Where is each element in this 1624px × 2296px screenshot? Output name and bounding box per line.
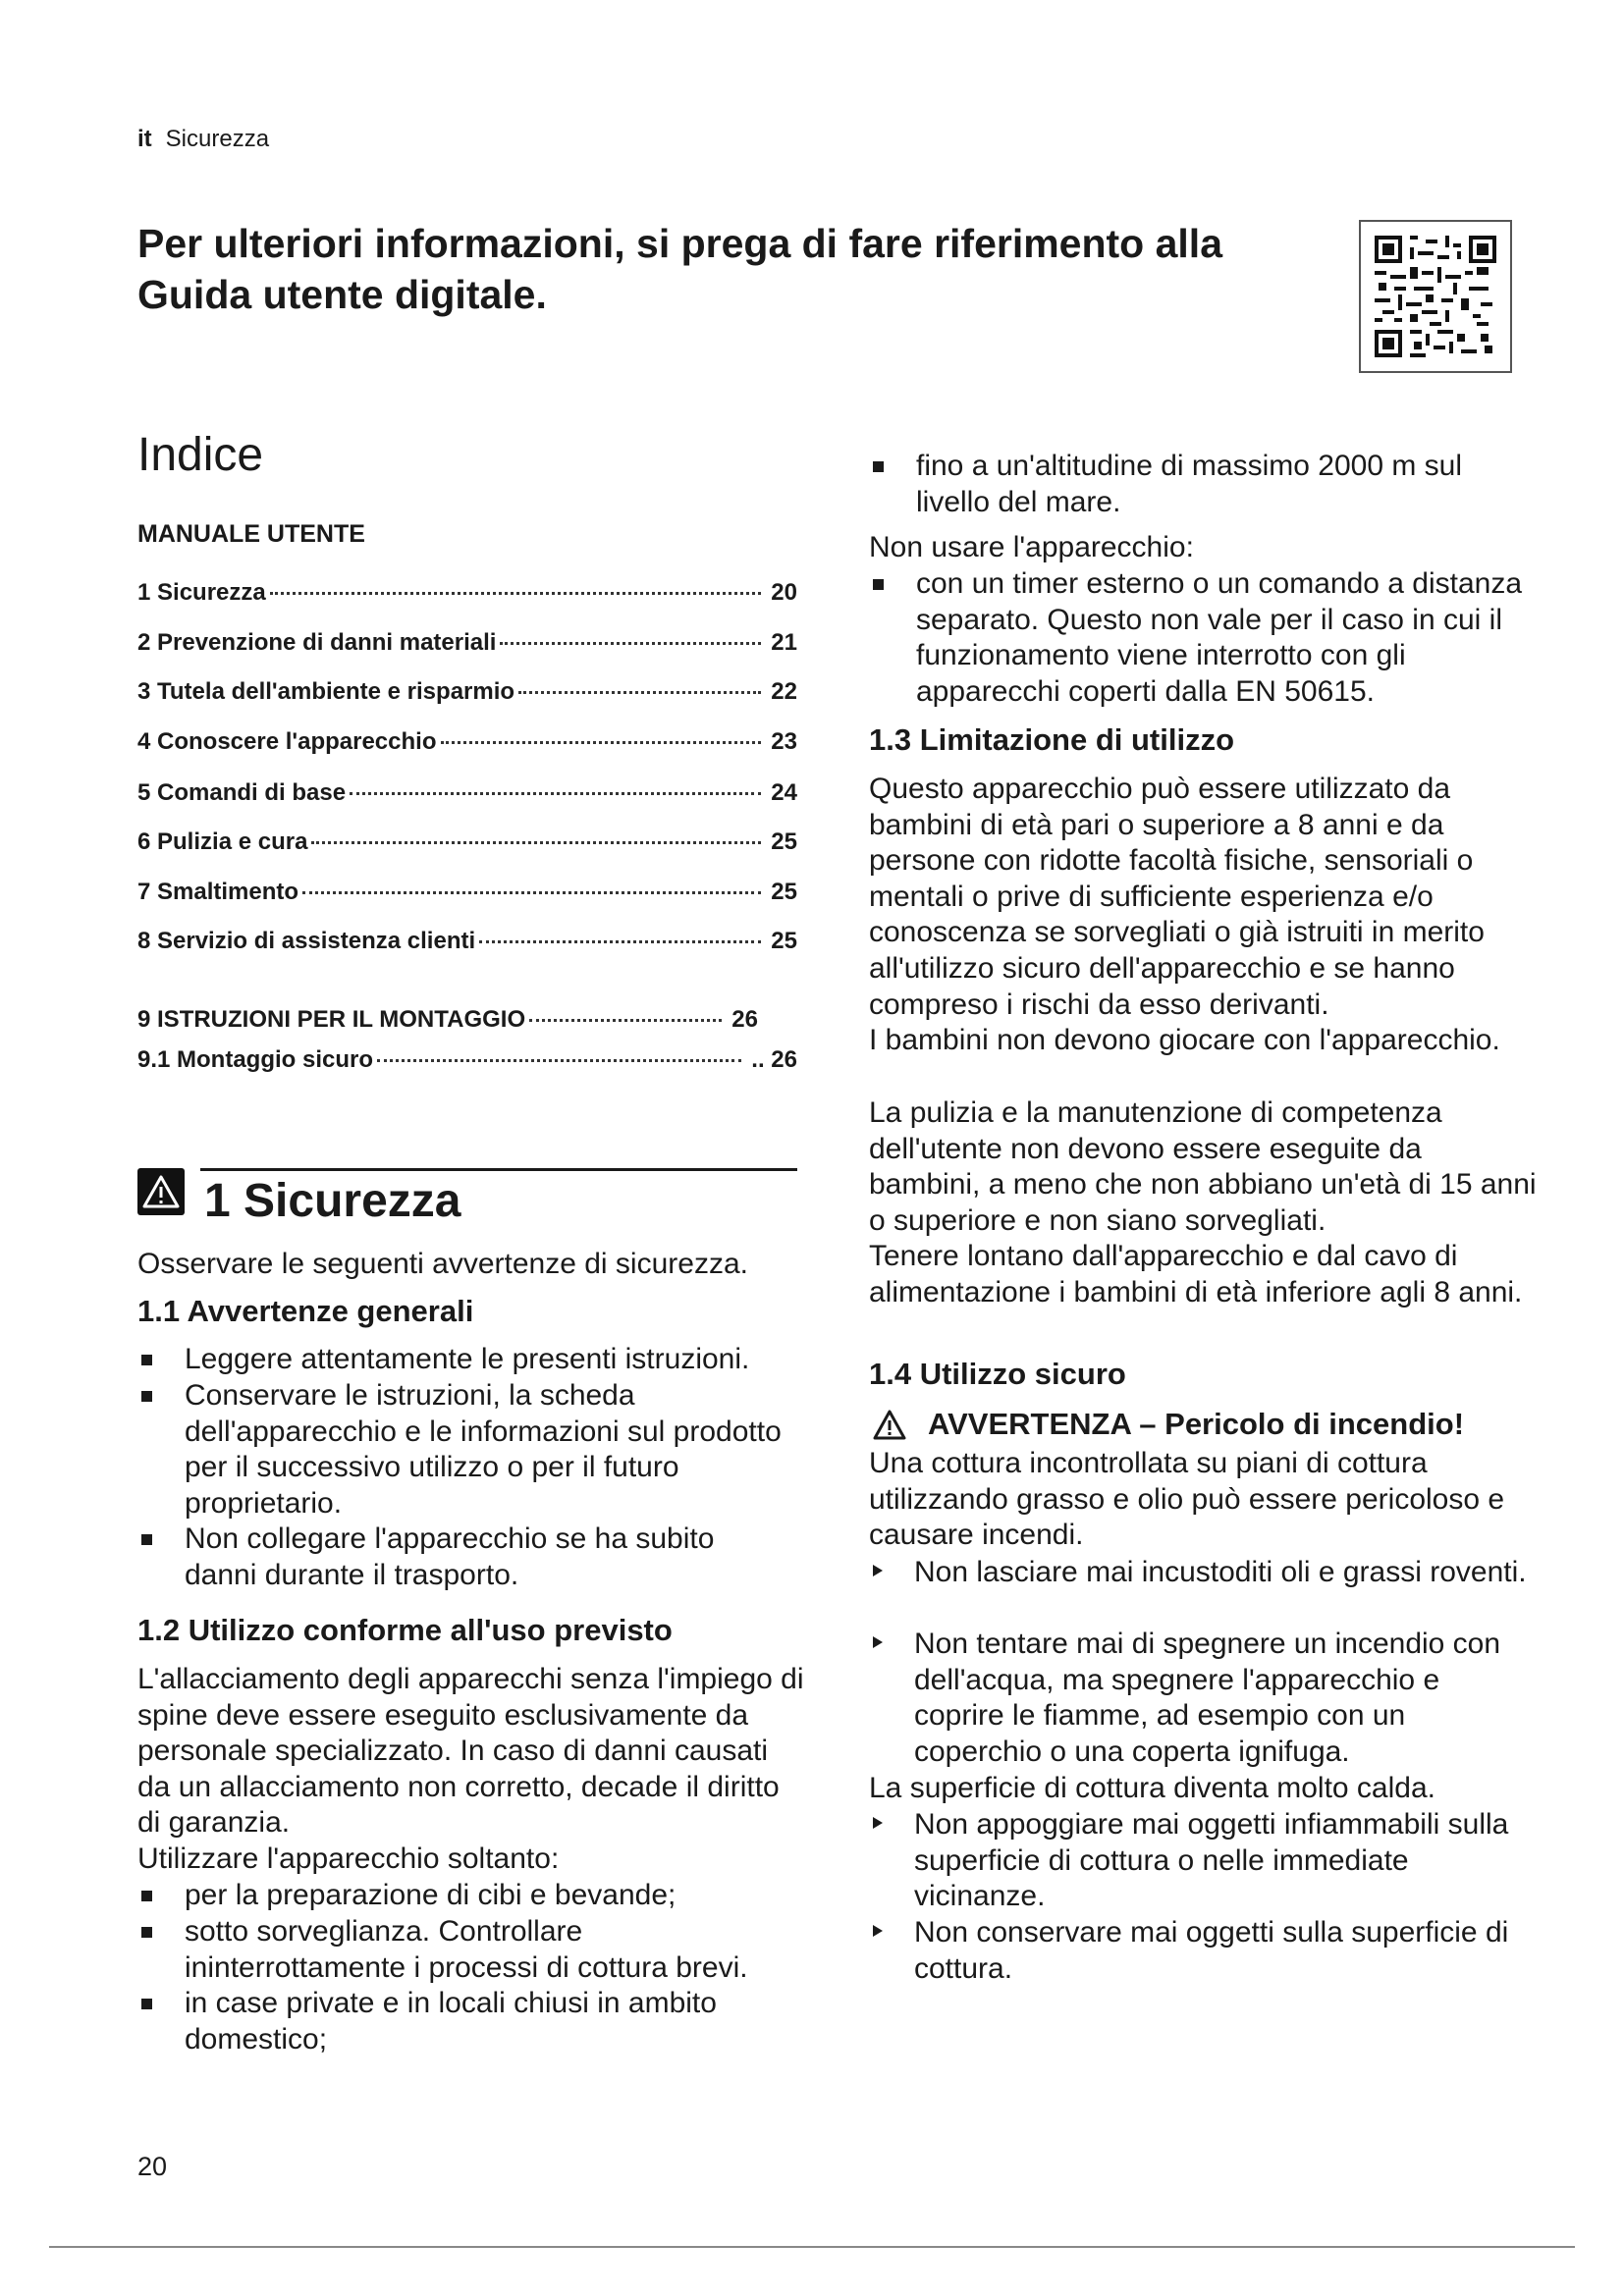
intro-text: Osservare le seguenti avvertenze di sicurezza. (137, 1248, 748, 1280)
warning-box-icon (137, 1168, 185, 1215)
toc-entry[interactable] (137, 879, 797, 906)
paragraph: Utilizzare l'apparecchio soltanto: (137, 1842, 560, 1875)
list-item: Conservare le istruzioni, la scheda dell'apparecchio e le informazioni sul prodotto per il successivo utilizzo o per il futuro proprietario. (137, 1378, 805, 1522)
list-item: Non collegare l'apparecchio se ha subito danni durante il trasporto. (137, 1522, 785, 1593)
list-item: per la preparazione di cibi e bevande; (137, 1878, 805, 1914)
toc-entry[interactable] (137, 678, 797, 706)
page-title: Per ulteriori informazioni, si prega di fare riferimento alla Guida utente digitale. (137, 221, 1222, 317)
toc-page: 24 (771, 779, 797, 806)
section-heading: 1 Sicurezza (204, 1175, 461, 1227)
step-item: Non appoggiare mai oggetti infiammabili sulla superficie di cottura o nelle immediate vicinanze. (869, 1807, 1537, 1915)
toc-label: 8 Servizio di assistenza clienti (137, 928, 476, 954)
list-item: con un timer esterno o un comando a distanza separato. Questo non vale per il caso in cui il funzionamento viene interrotto con gli apparecchi coperti dalla EN 50615. (869, 566, 1537, 710)
paragraph: Tenere lontano dall'apparecchio e dal cavo di alimentazione i bambini di età inferiore agli 8 anni. (869, 1240, 1523, 1308)
toc-entry[interactable] (137, 928, 797, 955)
language-code: it (137, 126, 152, 152)
toc-page: 25 (771, 928, 797, 954)
toc-page: 20 (771, 579, 797, 606)
section-rule (200, 1168, 797, 1171)
paragraph: L'allacciamento degli apparecchi senza l'impiego di spine deve essere eseguito esclusivamente da personale specializzato. In caso di danni causati da un allacciamento non corretto, decade il diritto di garanzia. (137, 1663, 804, 1840)
toc-label: 3 Tutela dell'ambiente e risparmio (137, 678, 515, 705)
subsection-heading: 1.4 Utilizzo sicuro (869, 1357, 1126, 1391)
toc-label: 6 Pulizia e cura (137, 828, 308, 855)
toc-page: 23 (771, 728, 797, 755)
list-item: Leggere attentamente le presenti istruzioni. (137, 1342, 805, 1378)
warning-triangle-icon (872, 1409, 907, 1442)
index-heading: Indice (137, 429, 264, 481)
subsection-heading: 1.2 Utilizzo conforme all'uso previsto (137, 1613, 673, 1647)
warning-title: AVVERTENZA – Pericolo di incendio! (928, 1407, 1465, 1441)
subsection-heading: 1.1 Avvertenze generali (137, 1294, 474, 1328)
paragraph: Non usare l'apparecchio: (869, 531, 1194, 563)
list-item: fino a un'altitudine di massimo 2000 m sul livello del mare. (869, 449, 1537, 520)
toc-entry[interactable] (137, 728, 797, 756)
toc-entry[interactable] (137, 779, 797, 807)
index-subheading: MANUALE UTENTE (137, 520, 365, 548)
step-item: Non tentare mai di spegnere un incendio con dell'acqua, ma spegnere l'apparecchio e coprire le fiamme, ad esempio con un coperchio o una coperta ignifuga. (869, 1627, 1537, 1770)
toc-label: 2 Prevenzione di danni materiali (137, 629, 497, 656)
step-item: Non conservare mai oggetti sulla superficie di cottura. (869, 1915, 1537, 1987)
toc-page: 22 (771, 678, 797, 705)
list-item: sotto sorveglianza. Controllare ininterrottamente i processi di cottura brevi. (137, 1914, 805, 1986)
paragraph: Una cottura incontrollata su piani di cottura utilizzando grasso e olio può essere pericoloso e causare incendi. (869, 1447, 1505, 1552)
toc-label: 1 Sicurezza (137, 579, 266, 606)
paragraph: La pulizia e la manutenzione di competenza dell'utente non devono essere eseguite da bambini, a meno che non abbiano un'età di 15 anni o superiore e non siano sorvegliati. (869, 1096, 1537, 1237)
toc-label: 9.1 Montaggio sicuro (137, 1046, 374, 1073)
page-number: 20 (137, 2152, 168, 2181)
running-header (137, 126, 269, 153)
toc-entry[interactable] (137, 579, 797, 607)
paragraph: Questo apparecchio può essere utilizzato da bambini di età pari o superiore a 8 anni e da persone con ridotte facoltà fisiche, sensoriali o mentali o prive di sufficiente esperienza e/o conoscenza se sorvegliati o già istruiti in merito all'utilizzo sicuro dell'apparecchio e se hanno compreso i rischi da esso derivanti. (869, 773, 1485, 1021)
toc-entry[interactable] (137, 1046, 797, 1074)
toc-page: 25 (771, 828, 797, 855)
toc-label: 4 Conoscere l'apparecchio (137, 728, 437, 755)
paragraph: La superficie di cottura diventa molto calda. (869, 1772, 1435, 1804)
toc-label: 9 ISTRUZIONI PER IL MONTAGGIO (137, 1006, 526, 1033)
toc-entry[interactable] (137, 828, 797, 856)
toc-page: .. 26 (751, 1046, 797, 1073)
subsection-heading: 1.3 Limitazione di utilizzo (869, 722, 1235, 757)
qr-code-icon (1359, 220, 1512, 373)
toc-entry[interactable] (137, 629, 797, 657)
toc-page: 21 (771, 629, 797, 656)
toc-label: 7 Smaltimento (137, 879, 299, 905)
toc-page: 25 (771, 879, 797, 905)
toc-entry[interactable] (137, 1006, 758, 1034)
paragraph: I bambini non devono giocare con l'apparecchio. (869, 1024, 1500, 1056)
toc-page: 26 (731, 1006, 758, 1033)
step-item: Non lasciare mai incustoditi oli e grassi roventi. (869, 1555, 1537, 1591)
header-section: Sicurezza (165, 126, 270, 152)
footer-rule (49, 2246, 1575, 2248)
toc-label: 5 Comandi di base (137, 779, 347, 806)
list-item: in case private e in locali chiusi in ambito domestico; (137, 1986, 805, 2057)
